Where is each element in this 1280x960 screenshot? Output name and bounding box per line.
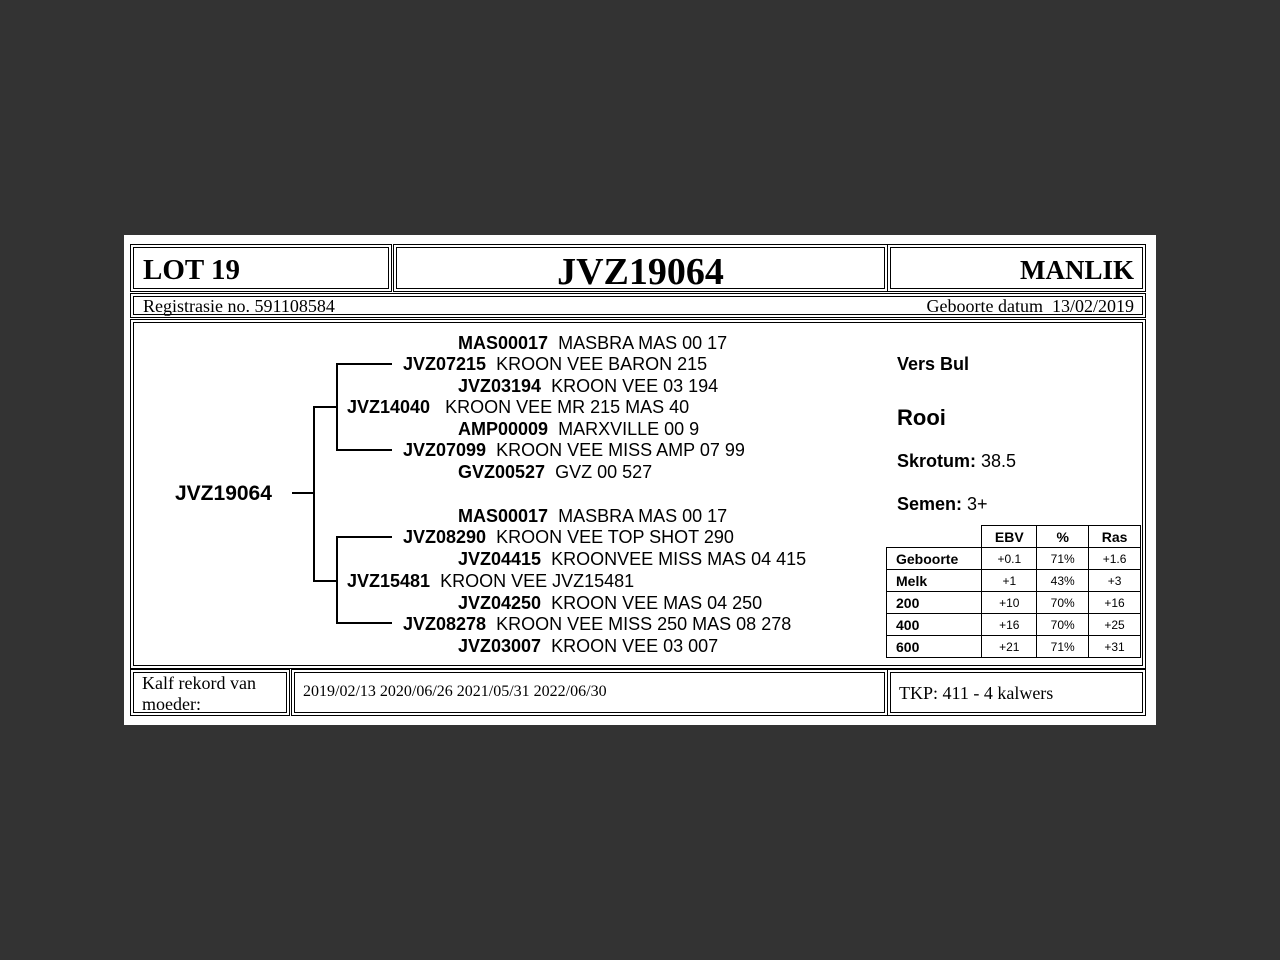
birth-date-value: 13/02/2019 <box>1051 296 1134 316</box>
dam-sire-branch <box>336 536 392 538</box>
animal-color: Rooi <box>897 405 946 430</box>
sex-cell <box>890 247 1143 289</box>
ebv-header-pct: % <box>1037 526 1089 548</box>
pedigree-dam-dam-dam: JVZ03007 KROON VEE 03 007 <box>458 636 719 656</box>
sire-branch <box>313 406 337 408</box>
ebv-table <box>886 525 1141 658</box>
ebv-row: Geboorte +0.1 71% +1.6 <box>887 548 1141 570</box>
registration-label: Registrasie no. <box>143 296 250 316</box>
parents-vertical <box>313 406 315 581</box>
calf-record-label: Kalf rekord van moeder: <box>142 673 256 714</box>
ebv-row: 600 +21 71% +31 <box>887 636 1141 658</box>
calf-dates-cell <box>294 672 885 713</box>
dam-branch <box>313 580 337 582</box>
animal-category: Vers Bul <box>897 354 970 374</box>
tkp-cell <box>890 672 1143 713</box>
tkp-value: TKP: 411 - 4 kalwers <box>899 683 1054 703</box>
pedigree-sire-dam: JVZ07099 KROON VEE MISS AMP 07 99 <box>403 440 745 460</box>
semen: Semen: 3+ <box>897 494 988 514</box>
sire-sire-branch <box>336 363 392 365</box>
pedigree-sire-dam-sire: AMP00009 MARXVILLE 00 9 <box>458 419 700 439</box>
registration-row <box>133 296 1143 315</box>
ebv-row: 400 +16 70% +25 <box>887 614 1141 636</box>
sire-vertical <box>336 363 338 451</box>
registration-number: 591108584 <box>254 296 335 316</box>
dam-dam-branch <box>336 622 392 624</box>
calf-label-cell <box>133 672 287 713</box>
scrotum: Skrotum: 38.5 <box>897 451 1017 471</box>
sex-label: MANLIK <box>1020 255 1134 285</box>
pedigree-sire-sire: JVZ07215 KROON VEE BARON 215 <box>403 354 708 374</box>
pedigree-dam-sire-sire: MAS00017 MASBRA MAS 00 17 <box>458 506 728 526</box>
subject-connector <box>292 492 314 494</box>
pedigree-dam: JVZ15481 KROON VEE JVZ15481 <box>347 571 635 591</box>
pedigree-sire: JVZ14040 KROON VEE MR 215 MAS 40 <box>347 397 690 417</box>
pedigree-dam-sire: JVZ08290 KROON VEE TOP SHOT 290 <box>403 527 734 547</box>
lot-number: LOT 19 <box>143 254 240 286</box>
pedigree-sire-dam-dam: GVZ00527 GVZ 00 527 <box>458 462 653 482</box>
ebv-row: Melk +1 43% +3 <box>887 570 1141 592</box>
pedigree-sire-sire-sire: MAS00017 MASBRA MAS 00 17 <box>458 333 728 353</box>
birth-date <box>927 296 1134 317</box>
ebv-header-row <box>887 526 1141 548</box>
ebv-header-ras: Ras <box>1089 526 1141 548</box>
lot-cell <box>133 247 389 289</box>
sire-dam-branch <box>336 449 392 451</box>
birth-date-label: Geboorte datum <box>926 296 1043 316</box>
pedigree-sire-sire-dam: JVZ03194 KROON VEE 03 194 <box>458 376 719 396</box>
pedigree-dam-dam-sire: JVZ04250 KROON VEE MAS 04 250 <box>458 593 763 613</box>
animal-id-cell <box>396 247 885 293</box>
pedigree-dam-sire-dam: JVZ04415 KROONVEE MISS MAS 04 415 <box>458 549 807 569</box>
calf-dates: 2019/02/13 2020/06/26 2021/05/31 2022/06/30 <box>303 683 607 700</box>
pedigree-dam-dam: JVZ08278 KROON VEE MISS 250 MAS 08 278 <box>403 614 792 634</box>
ebv-row: 200 +10 70% +16 <box>887 592 1141 614</box>
registration <box>143 296 335 317</box>
animal-id: JVZ19064 <box>557 251 724 293</box>
dam-vertical <box>336 536 338 624</box>
lot-card <box>124 235 1156 725</box>
pedigree-subject: JVZ19064 <box>175 482 272 505</box>
ebv-header-ebv: EBV <box>982 526 1037 548</box>
